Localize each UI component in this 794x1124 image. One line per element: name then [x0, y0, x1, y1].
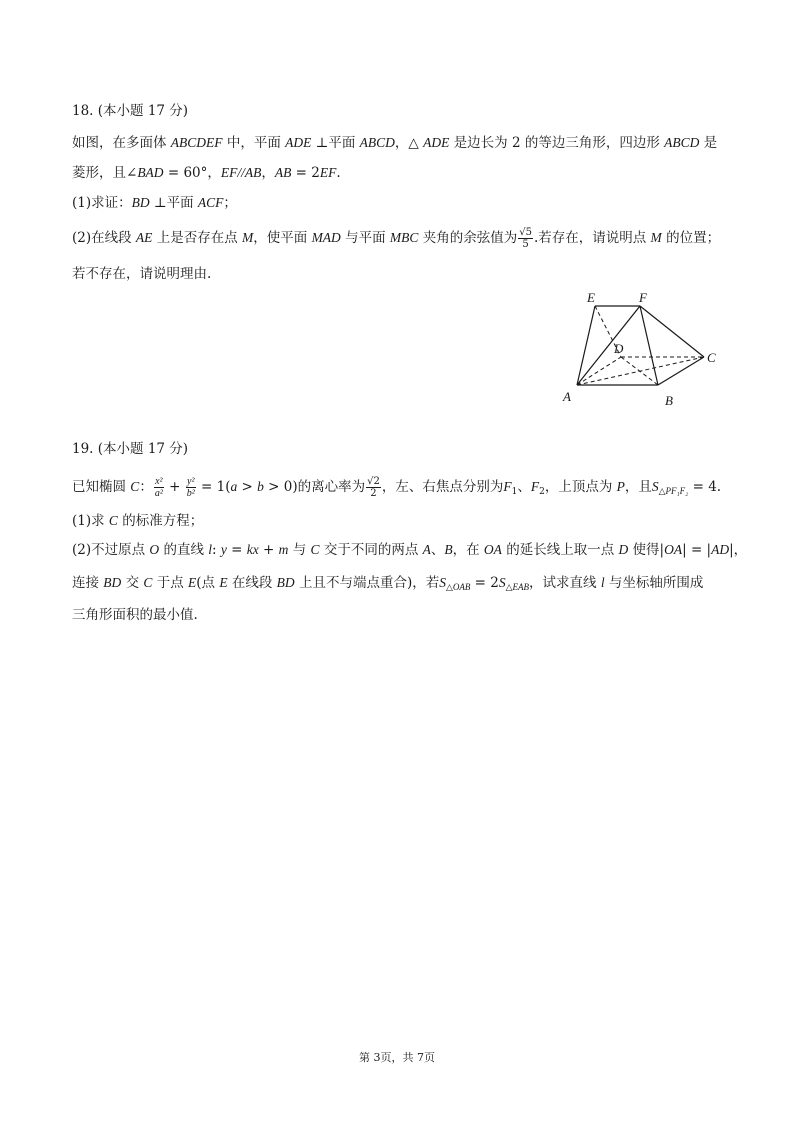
q18-part1: (1)求证：BD ⊥平面 ACF； [72, 195, 237, 211]
page-footer: 第 3页，共 7页 [359, 1051, 435, 1064]
edge-BC [658, 357, 704, 385]
q19-part1: (1)求 C 的标准方程； [72, 513, 204, 529]
cosine-fraction: $\frac{√5}{5}$ [519, 227, 532, 250]
q19-part2-line2: 连接 BD 交 C 于点 E(点 E 在线段 BD 上且不与端点重合)，若$S_{\triangle OAB} = 2S_{\triangle EAB}$，试求直线 l 与坐标轴所围成 [72, 575, 704, 592]
label-F: F [639, 290, 647, 305]
label-E: E [587, 290, 595, 305]
q18-statement-line1: 如图，在多面体 ABCDEF 中，平面 ADE ⊥平面 ABCD，△ ADE 是边长为 2 的等边三角形，四边形 ABCD 是 [72, 135, 718, 151]
q19-part2-line3: 三角形面积的最小值. [72, 607, 198, 623]
label-C: C [707, 350, 716, 365]
label-B: B [665, 393, 673, 408]
q18-part2-line2: 若不存在，请说明理由. [72, 266, 212, 282]
eccentricity-fraction: $\frac{√2}{2}$ [367, 476, 380, 499]
q19-statement: 已知椭圆 C： $\frac{\text{x²}}{\text{a²}}$ + $\frac{\text{y²}}{\text{b²}}$ = 1(a > b > 0)的离心率为 $\frac{√2}{2}$ ，左、右焦点分别为$F_1$、$F_2$，上顶点为 P，且$S_{\triangle PF_1F_2} = 4$. [72, 476, 722, 499]
label-D: D [614, 341, 624, 356]
q18-statement-line2: 菱形，且∠BAD = 60°，EF//AB，AB = 2EF. [72, 165, 341, 181]
q18-header: 18. (本小题 17 分) [72, 103, 189, 119]
y-over-b-fraction: $\frac{\text{y²}}{\text{b²}}$ [186, 476, 195, 499]
x-over-a-fraction: $\frac{\text{x²}}{\text{a²}}$ [154, 476, 163, 499]
label-A: A [563, 389, 571, 404]
edge-AD [577, 357, 621, 385]
polyhedron-figure [555, 285, 725, 410]
q19-header: 19. (本小题 17 分) [72, 441, 189, 457]
q18-part2-line1: (2)在线段 AE 上是否存在点 M，使平面 MAD 与平面 MBC 夹角的余弦值为 $\frac{√5}{5}$ .若存在，请说明点 M 的位置； [72, 227, 721, 250]
q19-part2-line1: (2)不过原点 O 的直线 l: y = kx + m 与 C 交于不同的两点 A、B，在 OA 的延长线上取一点 D 使得|OA| = |AD|， [72, 542, 748, 558]
